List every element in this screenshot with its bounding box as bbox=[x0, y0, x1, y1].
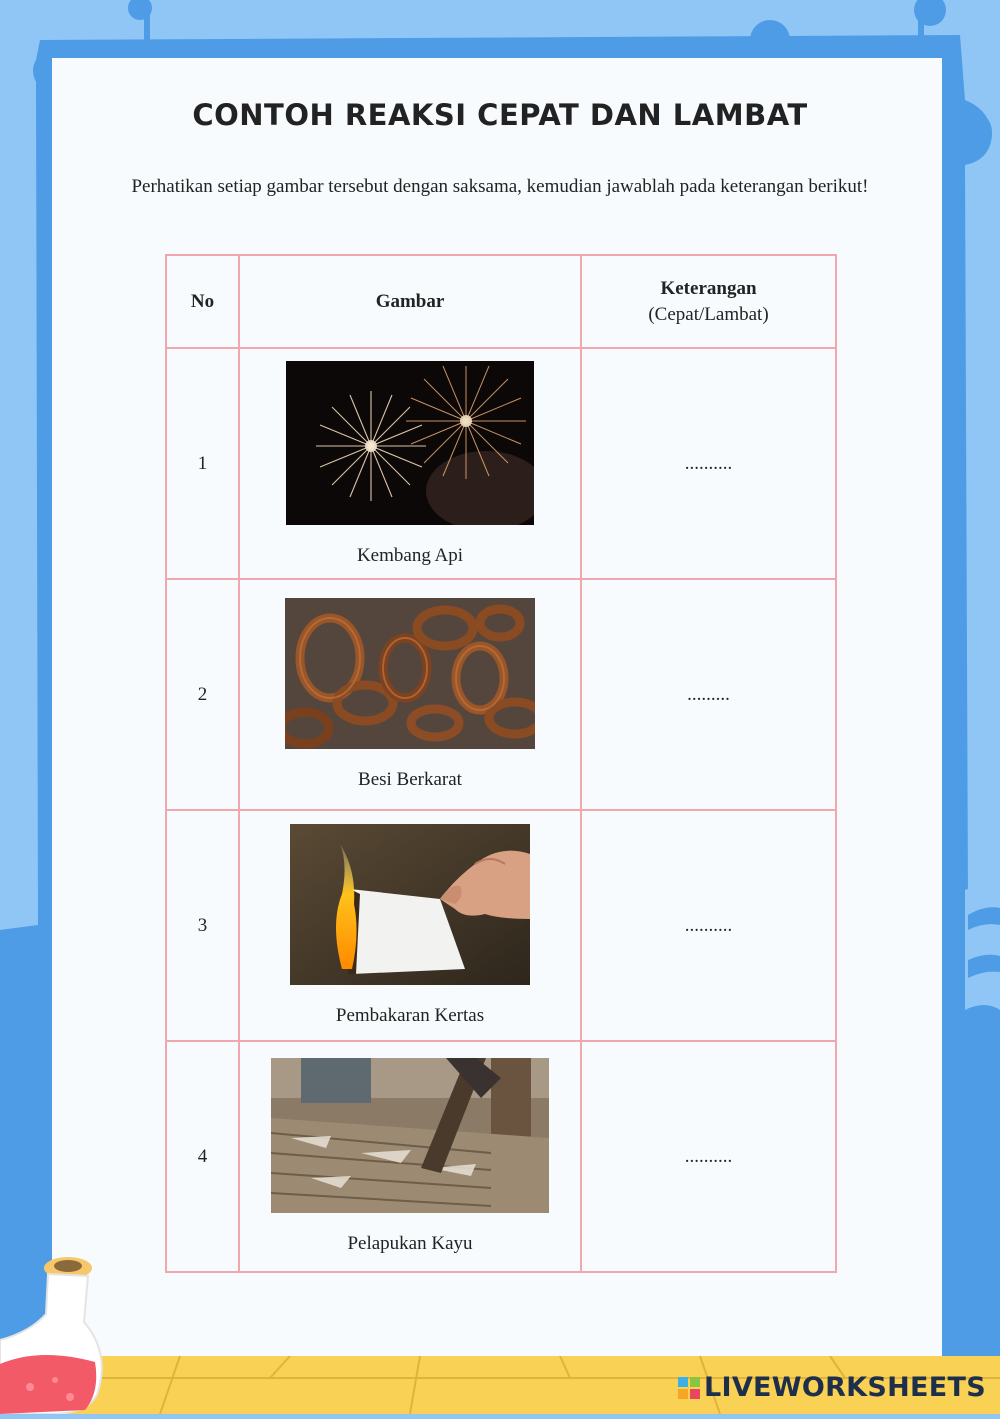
image-cell bbox=[239, 1041, 581, 1272]
table-row bbox=[166, 1041, 836, 1272]
liveworksheets-logo[interactable] bbox=[678, 1372, 986, 1403]
fireworks-photo bbox=[286, 361, 534, 525]
flask-icon bbox=[0, 1252, 110, 1414]
image-caption: Kembang Api bbox=[356, 544, 464, 566]
image-caption: Pembakaran Kertas bbox=[335, 1005, 485, 1026]
reaction-table bbox=[165, 254, 837, 1273]
row-number: 2 bbox=[166, 579, 239, 810]
answer-cell[interactable] bbox=[581, 348, 836, 579]
image-caption: Besi Berkarat bbox=[358, 769, 462, 790]
table-row bbox=[166, 348, 836, 579]
header-keterangan-sub: (Cepat/Lambat) bbox=[648, 303, 769, 325]
table-row bbox=[166, 810, 836, 1041]
answer-cell[interactable] bbox=[581, 579, 836, 810]
answer-blank[interactable]: .......... bbox=[684, 1145, 733, 1167]
header-gambar: Gambar bbox=[239, 255, 581, 348]
answer-cell[interactable] bbox=[581, 810, 836, 1041]
header-no: No bbox=[166, 255, 239, 348]
page-title: CONTOH REAKSI CEPAT DAN LAMBAT bbox=[192, 98, 808, 132]
answer-blank[interactable]: .......... bbox=[684, 914, 733, 936]
row-number: 4 bbox=[166, 1041, 239, 1272]
row-number: 1 bbox=[166, 348, 239, 579]
burning-paper-photo bbox=[290, 824, 530, 985]
answer-cell[interactable] bbox=[581, 1041, 836, 1272]
rotting-wood-photo bbox=[271, 1058, 549, 1213]
header-keterangan bbox=[581, 255, 836, 348]
image-cell bbox=[239, 810, 581, 1041]
table-header-row bbox=[166, 255, 836, 348]
image-cell bbox=[239, 579, 581, 810]
header-keterangan-label: Keterangan bbox=[660, 277, 757, 299]
liveworksheets-logo-icon bbox=[678, 1377, 700, 1399]
image-caption: Pelapukan Kayu bbox=[347, 1233, 473, 1254]
logo-text: LIVEWORKSHEETS bbox=[703, 1372, 986, 1403]
image-cell bbox=[239, 348, 581, 579]
answer-blank[interactable]: .......... bbox=[684, 452, 733, 474]
table-row bbox=[166, 579, 836, 810]
instruction-text: Perhatikan setiap gambar tersebut dengan saksama, kemudian jawablah pada keterangan berikut! bbox=[131, 176, 869, 197]
rusty-chain-photo bbox=[285, 598, 535, 749]
answer-blank[interactable]: ......... bbox=[687, 683, 730, 705]
row-number: 3 bbox=[166, 810, 239, 1041]
